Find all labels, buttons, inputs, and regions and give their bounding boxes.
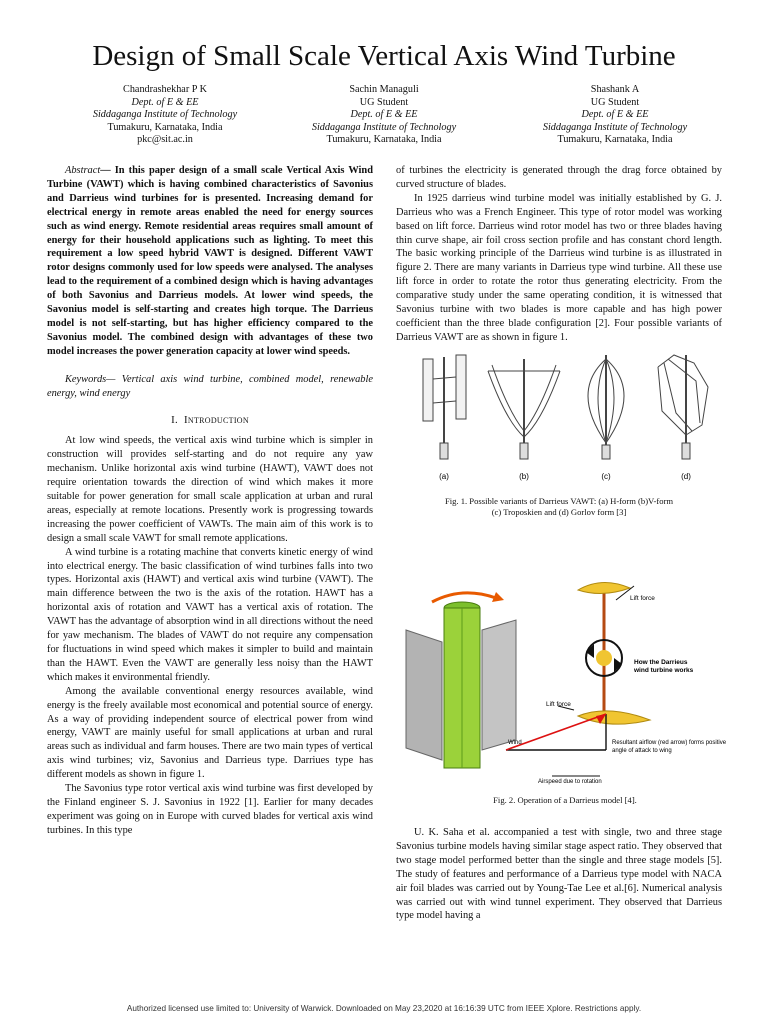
section-heading (47, 414, 373, 428)
h-form-turbine (423, 355, 466, 459)
author-dept: Dept. of E & EE (131, 96, 199, 108)
paragraph: A wind turbine is a rotating machine that converts kinetic energy of wind into electrical energy. The basic classification of wind turbines falls into two types. Horizontal axis (HAWT) and vertical axis wind turbine (VAWT). The main difference between the two is the axis of the rotation. HAWT has a horizontal axis of rotation and VAWT has a vertical axis of rotation. The VAWT has the advantage of absorption wind in all directions without the need for yaw mechanism. The blades of VAWT do not require any compensation for fluctuations in wind speed which makes it simpler to build and maintain than the HAWT. Even the VAWT are generally less noisy than the HAWT which makes it environmental friendly. (47, 546, 373, 683)
author-block-3 (500, 84, 730, 147)
paragraph: U. K. Saha et al. accompanied a test with single, two and three stage Savonius turbine models having similar stage aspect ratio. They observed that two stage model performed better than the single and three stage models [5]. The study of features and performance of a Darrieus type model with NACA air foil blades was carried out by Young-Tae Lee et al.[6]. Numerical analysis was carried out with wind tunnel experiment. They observed that Darrieus type model having a (396, 827, 722, 922)
section-number: I. (171, 413, 178, 426)
abstract (47, 164, 373, 359)
caption-line: Fig. 1. Possible variants of Darrieus VAWT: (a) H-form (b)V-form (444, 495, 674, 506)
paragraph: Among the available conventional energy resources available, wind energy is the freely available most economical and potential source of energy. As a way of providing independent source of electrical power from wind energy, VAWT are mainly useful for small applications at urban and rural areas such as individual and farm houses. There are two main types of vertical axis wind turbines; viz, Savonius and Darrieus type. Darriues type has different models as shown in figure 1. (47, 685, 373, 781)
author-location: Tumakuru, Karnataka, India (326, 134, 442, 146)
author-name: Chandrashekhar P K (123, 84, 207, 95)
author-institute: Siddaganga Institute of Technology (311, 121, 457, 133)
darrieus-operation-illustration (402, 580, 728, 786)
resultant-label-1: Resultant airflow (red arrow) forms positive (612, 740, 727, 746)
lift-force-top-label: Lift force (630, 595, 655, 602)
keywords: Keywords— Vertical axis wind turbine, combined model, renewable energy, wind energy (47, 373, 373, 399)
author-email[interactable]: pkc@sit.ac.in (137, 134, 193, 146)
fig1-label-c: (c) (601, 471, 611, 481)
gorlov-turbine (658, 355, 708, 459)
fig1-label-d: (d) (681, 471, 691, 481)
paragraph: of turbines the electricity is generated through the drag force obtained by curved structure of blades. (396, 165, 722, 190)
how-works-label-2: wind turbine works (634, 667, 694, 674)
paper-title: Design of Small Scale Vertical Axis Wind Turbine (92, 40, 676, 72)
figure-1 (396, 351, 722, 518)
airspeed-label: Airspeed due to rotation (538, 779, 602, 785)
author-dept: Dept. of E & EE (350, 109, 418, 121)
caption-line: (c) Troposkien and (d) Gorlov form [3] (491, 506, 627, 517)
darrieus-diagram (506, 582, 650, 776)
paragraph: The Savonius type rotor vertical axis wind turbine was first developed by the Finland engineer S. J. Savonius in 1922 [1]. Earlier for many decades experiment was going on in Europe with curved blades for vertical axis wind turbines. In this type (47, 783, 373, 836)
wind-label: Wind (508, 740, 522, 746)
author-name: Sachin Managuli (349, 84, 419, 95)
abstract-text: — In this paper design of a small scale Vertical Axis Wind Turbine (VAWT) which is having combined characteristics of Savonius and Darrieus wind turbines for is presented. Increasing demand for electrical energy in remote areas enabled the need for energy sources such as wind energy. Remote residential areas requires small amount of energy for their household applications such as lighting. To meet this requirement a low speed hybrid VAWT is designed. Different VAWT rotor designs commonly used for low speeds were analysed. The analyses lead to the requirement of a combined design which is having advantages of both Savonius and Darrieus models. At lower wind speeds, the Savonius model is self-starting and creates high torque. The Darrieus model is not self-starting, but has higher efficiency compared to the Savonius model. The combined design with advantages of these two model increases the power generation capacity at lower wind speeds. (47, 165, 373, 357)
author-block-1 (50, 84, 280, 147)
v-form-turbine (488, 359, 560, 459)
paragraph: At low wind speeds, the vertical axis wind turbine which is simpler in construction will provides self-starting and do not require any yaw mechanism. Unlike horizontal axis wind turbine (HAWT), VAWT does not require orientation towards the direction of wind which makes it more suitable for power generation for small scale application at urban and rural areas, especially at remote locations. Presently work is progressing towards increasing the power coefficient of VAWTs. The main aim of this work is to design a small scale VAWT for small remote applications. (47, 435, 373, 544)
abstract-lead: Abstract (65, 165, 101, 176)
left-column (47, 164, 373, 838)
author-institute: Siddaganga Institute of Technology (92, 109, 238, 121)
paragraph: In 1925 darrieus wind turbine model was initially established by G. J. Darrieus who was a French Engineer. This type of rotor model was working based on lift force. Darrieus wind rotor model has two or three blades having thin curve shape, air foil cross section profile and has constant chord length. The basic working principle of the Darrieus wind turbine is as illustrated in figure 2. There are many variants in Darrieus type wind turbine. All these use lift force in order to rotate the rotor thus generating electricity. From the comparative study under the same operating condition, it is witnessed that Savonius turbine with two blades is more capable and has high power coefficient than the three blade configuration [2]. Four possible variants of Darrieus VAWT are as shown in figure 1. (396, 192, 722, 343)
figure-1-caption (396, 496, 722, 518)
license-footer: Authorized licensed use limited to: University of Warwick. Downloaded on May 23,2020 at 16:16:39 UTC from IEEE Xplore. Restrictions apply. (126, 1004, 642, 1013)
fig1-label-a: (a) (439, 471, 449, 481)
lift-force-bottom-label: Lift force (546, 701, 571, 708)
right-column (396, 164, 722, 524)
figure-2-caption: Fig. 2. Operation of a Darrieus model [4]. (493, 795, 637, 805)
author-institute: Siddaganga Institute of Technology (542, 121, 688, 133)
figure-2 (402, 580, 728, 812)
author-dept: Dept. of E & EE (581, 109, 649, 121)
author-role: UG Student (590, 96, 640, 108)
resultant-label-2: angle of attack to wing (612, 748, 672, 754)
author-block-2 (269, 84, 499, 147)
author-location: Tumakuru, Karnataka, India (557, 134, 673, 146)
right-column-continued (396, 826, 722, 923)
fig1-label-b: (b) (519, 471, 529, 481)
author-name: Shashank A (590, 84, 640, 95)
darrieus-variants-illustration (396, 351, 722, 487)
how-works-label-1: How the Darrieus (634, 659, 688, 666)
author-role: UG Student (359, 96, 409, 108)
savonius-rotor (406, 592, 516, 768)
author-location: Tumakuru, Karnataka, India (107, 121, 223, 133)
troposkien-turbine (588, 355, 624, 459)
section-title: Introduction (183, 413, 249, 426)
